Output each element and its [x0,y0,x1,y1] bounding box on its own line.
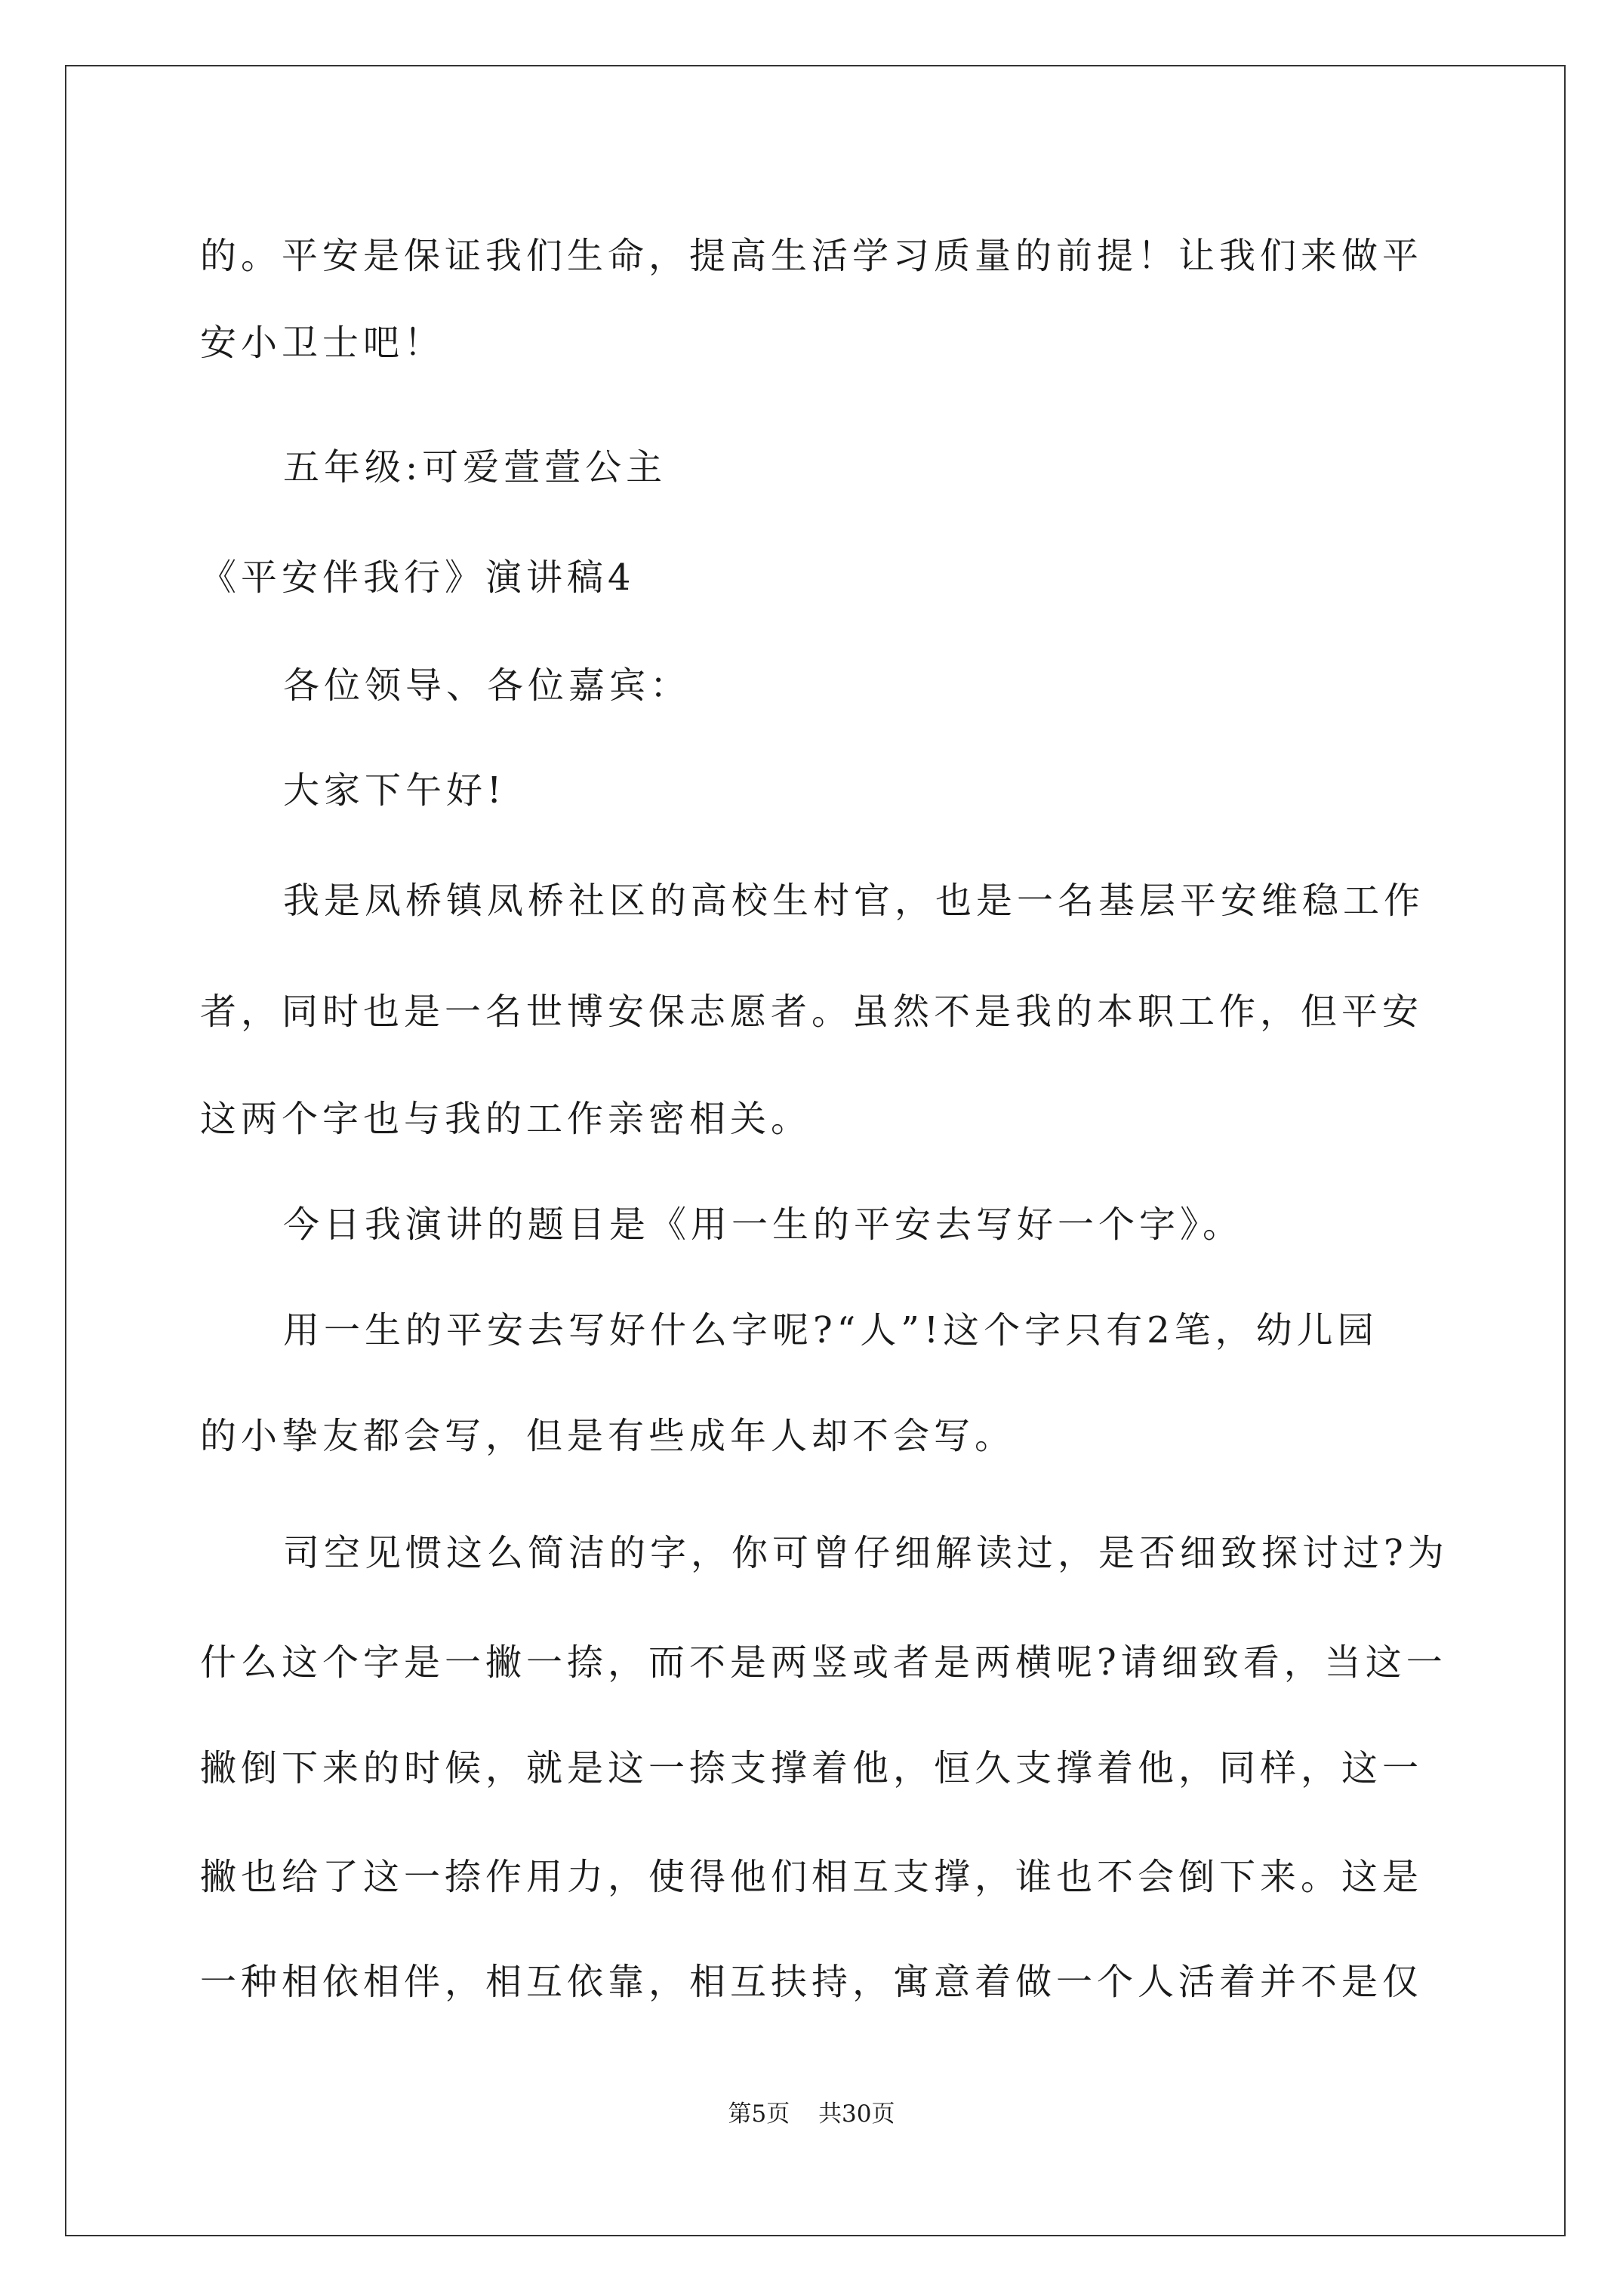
body-line: 撇倒下来的时候，就是这一捺支撑着他，恒久支撑着他，同样，这一 [200,1747,1424,1789]
page-number: 第5页 [728,2100,790,2128]
section-title: 《平安伴我行》演讲稿4 [200,556,636,599]
author-line: 五年级:可爱萱萱公主 [283,446,667,488]
body-line: 司空见惯这么简洁的字，你可曾仔细解读过，是否细致探讨过?为 [283,1532,1449,1574]
greeting: 大家下午好! [283,769,507,812]
body-line: 今日我演讲的题目是《用一生的平安去写好一个字》。 [283,1203,1244,1246]
body-line: 用一生的平安去写好什么字呢?“人”!这个字只有2笔，幼儿园 [283,1309,1378,1351]
body-line: 的。平安是保证我们生命，提高生活学习质量的前提！让我们来做平 [200,235,1424,277]
body-line: 安小卫士吧！ [200,322,445,364]
body-line: 的小挚友都会写，但是有些成年人却不会写。 [200,1415,1016,1457]
page-footer [0,2099,1623,2129]
body-line: 一种相依相伴，相互依靠，相互扶持，寓意着做一个人活着并不是仅 [200,1961,1424,2003]
body-line: 撇也给了这一捺作用力，使得他们相互支撑，谁也不会倒下来。这是 [200,1856,1424,1898]
body-line: 我是凤桥镇凤桥社区的高校生村官，也是一名基层平安维稳工作 [283,880,1425,922]
body-line: 者，同时也是一名世博安保志愿者。虽然不是我的本职工作，但平安 [200,991,1424,1033]
page-total: 共30页 [818,2100,895,2128]
body-line: 这两个字也与我的工作亲密相关。 [200,1098,812,1140]
body-line: 什么这个字是一撇一捺，而不是两竖或者是两横呢?请细致看，当这一 [200,1641,1447,1684]
page-border [65,65,1566,2236]
salutation: 各位领导、各位嘉宾： [283,664,691,707]
